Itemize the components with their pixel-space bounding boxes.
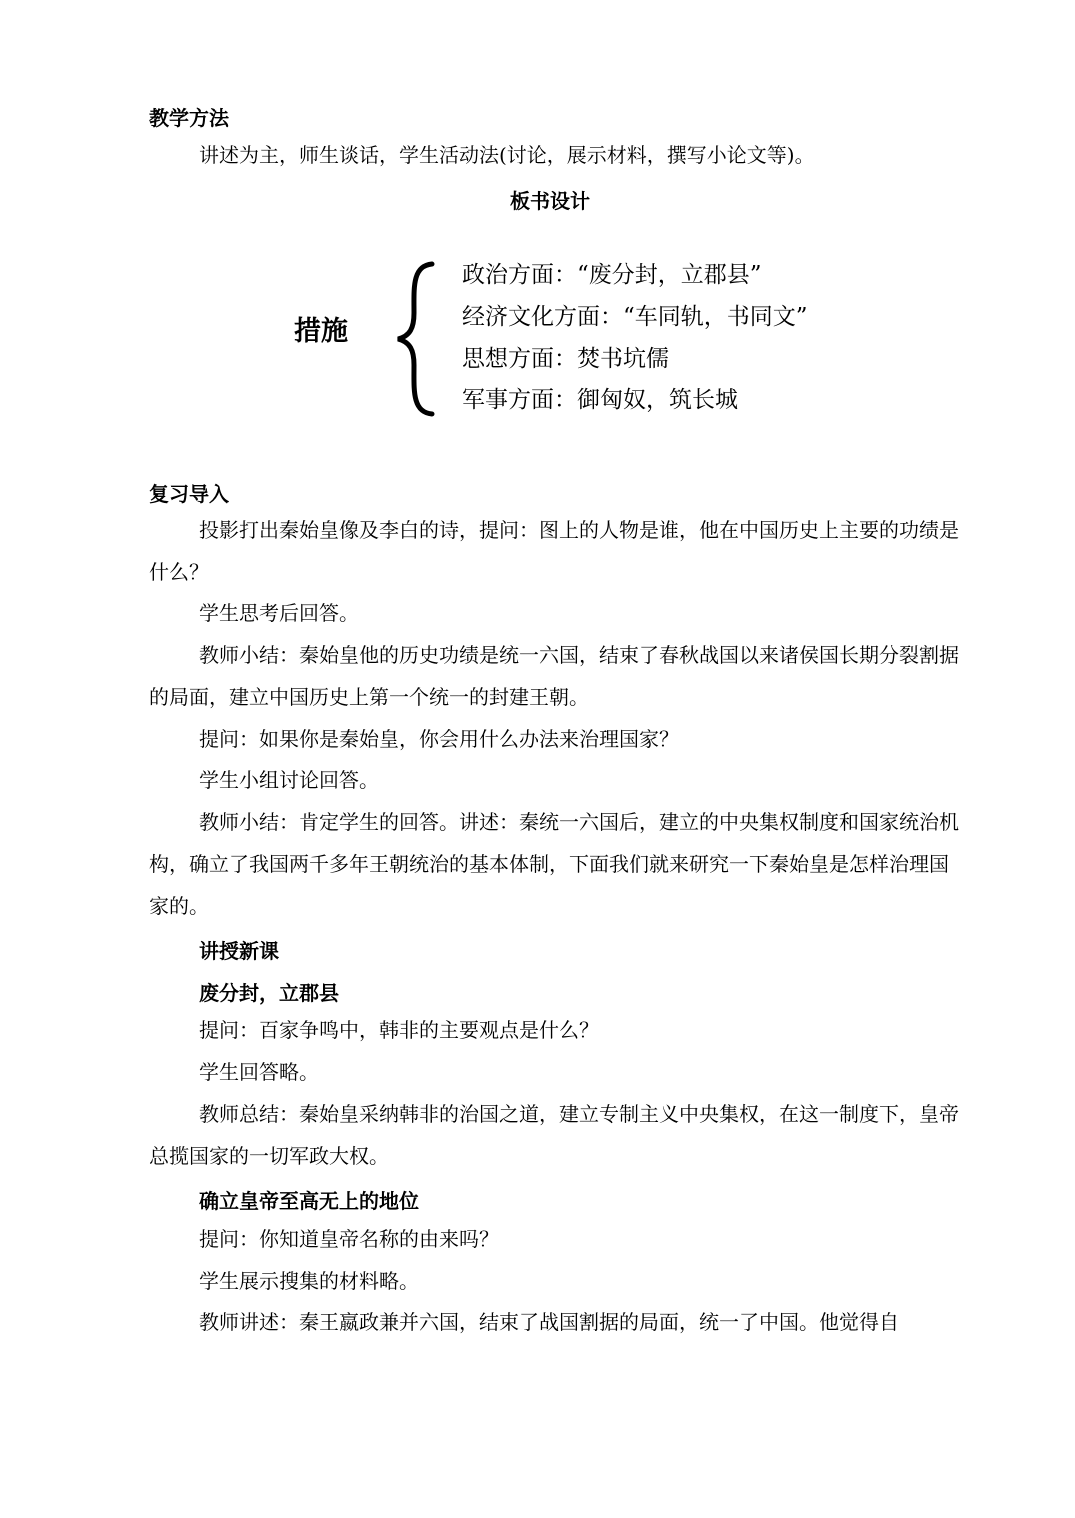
review-paragraph-5: 学生小组讨论回答。 <box>199 768 379 792</box>
new-lesson-heading: 讲授新课 <box>199 939 279 963</box>
section1-paragraph-3: 教师总结：秦始皇采纳韩非的治国之道，建立专制主义中央集权，在这一制度下，皇帝总揽国家的一切军政大权。 <box>149 1102 959 1168</box>
board-item-politics: 政治方面：“废分封，立郡县” <box>462 262 762 288</box>
section2-paragraph-3: 教师讲述：秦王嬴政兼并六国，结束了战国割据的局面，统一了中国。他觉得自 <box>199 1310 899 1334</box>
section1-paragraph-1: 提问：百家争鸣中，韩非的主要观点是什么？ <box>199 1018 599 1042</box>
section1-heading: 废分封，立郡县 <box>199 981 339 1005</box>
review-paragraph-2: 学生思考后回答。 <box>199 601 359 625</box>
section1-paragraph-2: 学生回答略。 <box>199 1060 319 1084</box>
teaching-method-text: 讲述为主，师生谈话，学生活动法(讨论，展示材料，撰写小论文等)。 <box>199 143 815 167</box>
board-item-thought: 思想方面：焚书坑儒 <box>462 346 669 372</box>
review-paragraph-6: 教师小结：肯定学生的回答。讲述：秦统一六国后，建立的中央集权制度和国家统治机构，确立了我国两千多年王朝统治的基本体制，下面我们就来研究一下秦始皇是怎样治理国家的。 <box>149 810 959 918</box>
board-measures-label: 措施 <box>294 316 348 347</box>
board-item-economy-culture: 经济文化方面：“车同轨，书同文” <box>462 304 808 330</box>
review-paragraph-3: 教师小结：秦始皇他的历史功绩是统一六国，结束了春秋战国以来诸侯国长期分裂割据的局面，建立中国历史上第一个统一的封建王朝。 <box>149 643 959 709</box>
review-intro-heading: 复习导入 <box>149 482 229 506</box>
review-paragraph-1: 投影打出秦始皇像及李白的诗，提问：图上的人物是谁，他在中国历史上主要的功绩是什么？ <box>149 518 959 584</box>
review-paragraph-4: 提问：如果你是秦始皇，你会用什么办法来治理国家？ <box>199 727 679 751</box>
section2-paragraph-1: 提问：你知道皇帝名称的由来吗？ <box>199 1227 499 1251</box>
section2-heading: 确立皇帝至高无上的地位 <box>199 1189 419 1213</box>
board-design-title: 板书设计 <box>510 189 590 213</box>
board-item-military: 军事方面：御匈奴，筑长城 <box>462 387 738 413</box>
teaching-method-heading: 教学方法 <box>149 106 229 130</box>
board-brace-icon <box>392 258 442 420</box>
section2-paragraph-2: 学生展示搜集的材料略。 <box>199 1269 419 1293</box>
